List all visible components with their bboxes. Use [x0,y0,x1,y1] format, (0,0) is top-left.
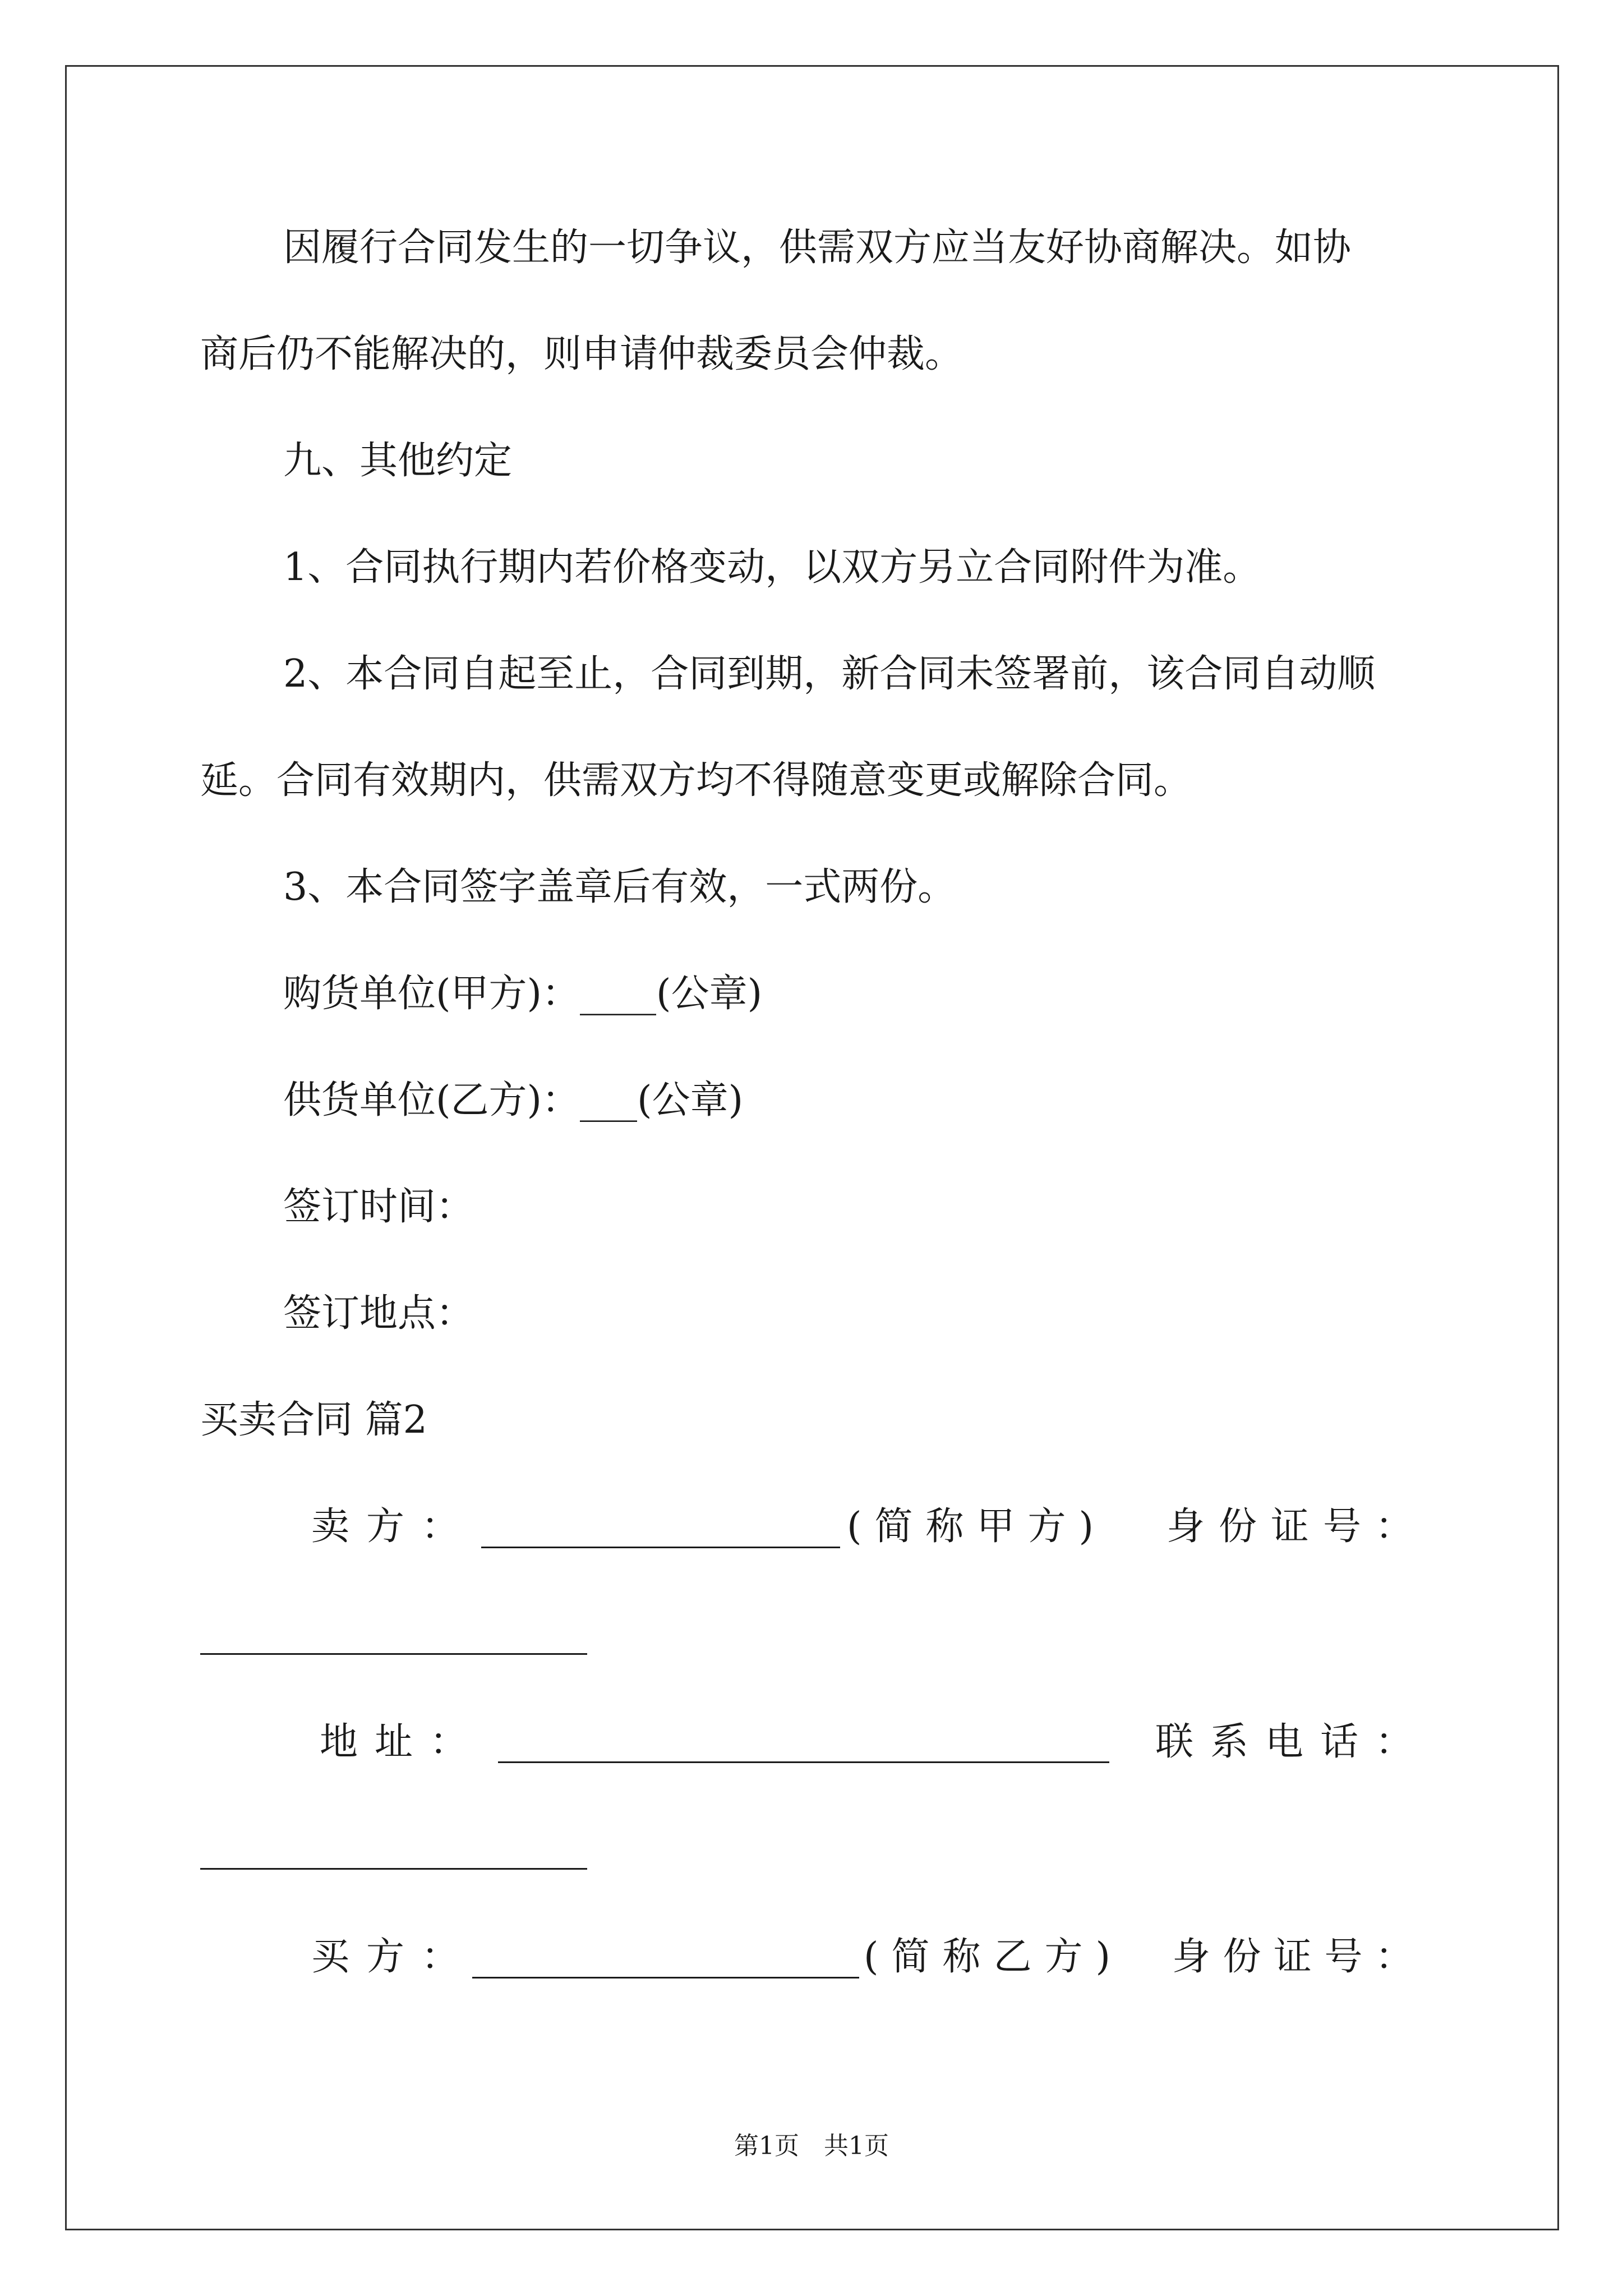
seller-name-blank [481,1547,840,1548]
page-border [65,65,1559,2230]
buyer-note: (简称乙方) [864,1935,1110,1979]
supplier-unit-line: 供货单位(乙方)：___(公章) [283,1078,744,1122]
paragraph-dispute-line-2: 商后仍不能解决的，则申请仲裁委员会仲裁。 [200,332,963,376]
buyer-name-blank [472,1977,859,1978]
section-heading: 九、其他约定 [283,439,513,483]
phone-blank [200,1868,587,1870]
address-label: 地址： [320,1720,485,1764]
buyer-unit-line: 购货单位(甲方)：____(公章) [283,972,763,1016]
seller-label: 卖方： [311,1504,477,1549]
clause-3: 3、本合同签字盖章后有效，一式两份。 [283,865,956,909]
buyer-id-label: 身份证号： [1172,1935,1413,1979]
address-blank [498,1761,1109,1763]
clause-2-line-1: 2、本合同自起至止，合同到期，新合同未签署前，该合同自动顺 [283,652,1376,696]
paragraph-dispute-line-1: 因履行合同发生的一切争议，供需双方应当友好协商解决。如协 [283,226,1352,270]
clause-2-line-2: 延。合同有效期内，供需双方均不得随意变更或解除合同。 [200,758,1192,803]
sign-place-line: 签订地点： [283,1291,474,1336]
buyer-label: 买方： [311,1935,477,1979]
sign-time-line: 签订时间： [283,1185,474,1229]
seller-id-label: 身份证号： [1166,1504,1413,1549]
contract-title: 买卖合同 篇2 [200,1398,427,1442]
seller-note: (简称甲方) [847,1504,1094,1549]
page-footer: 第1页 共1页 [734,2132,889,2160]
clause-1: 1、合同执行期内若价格变动，以双方另立合同附件为准。 [283,545,1261,590]
phone-label: 联系电话： [1155,1720,1413,1764]
seller-id-blank [200,1653,587,1655]
